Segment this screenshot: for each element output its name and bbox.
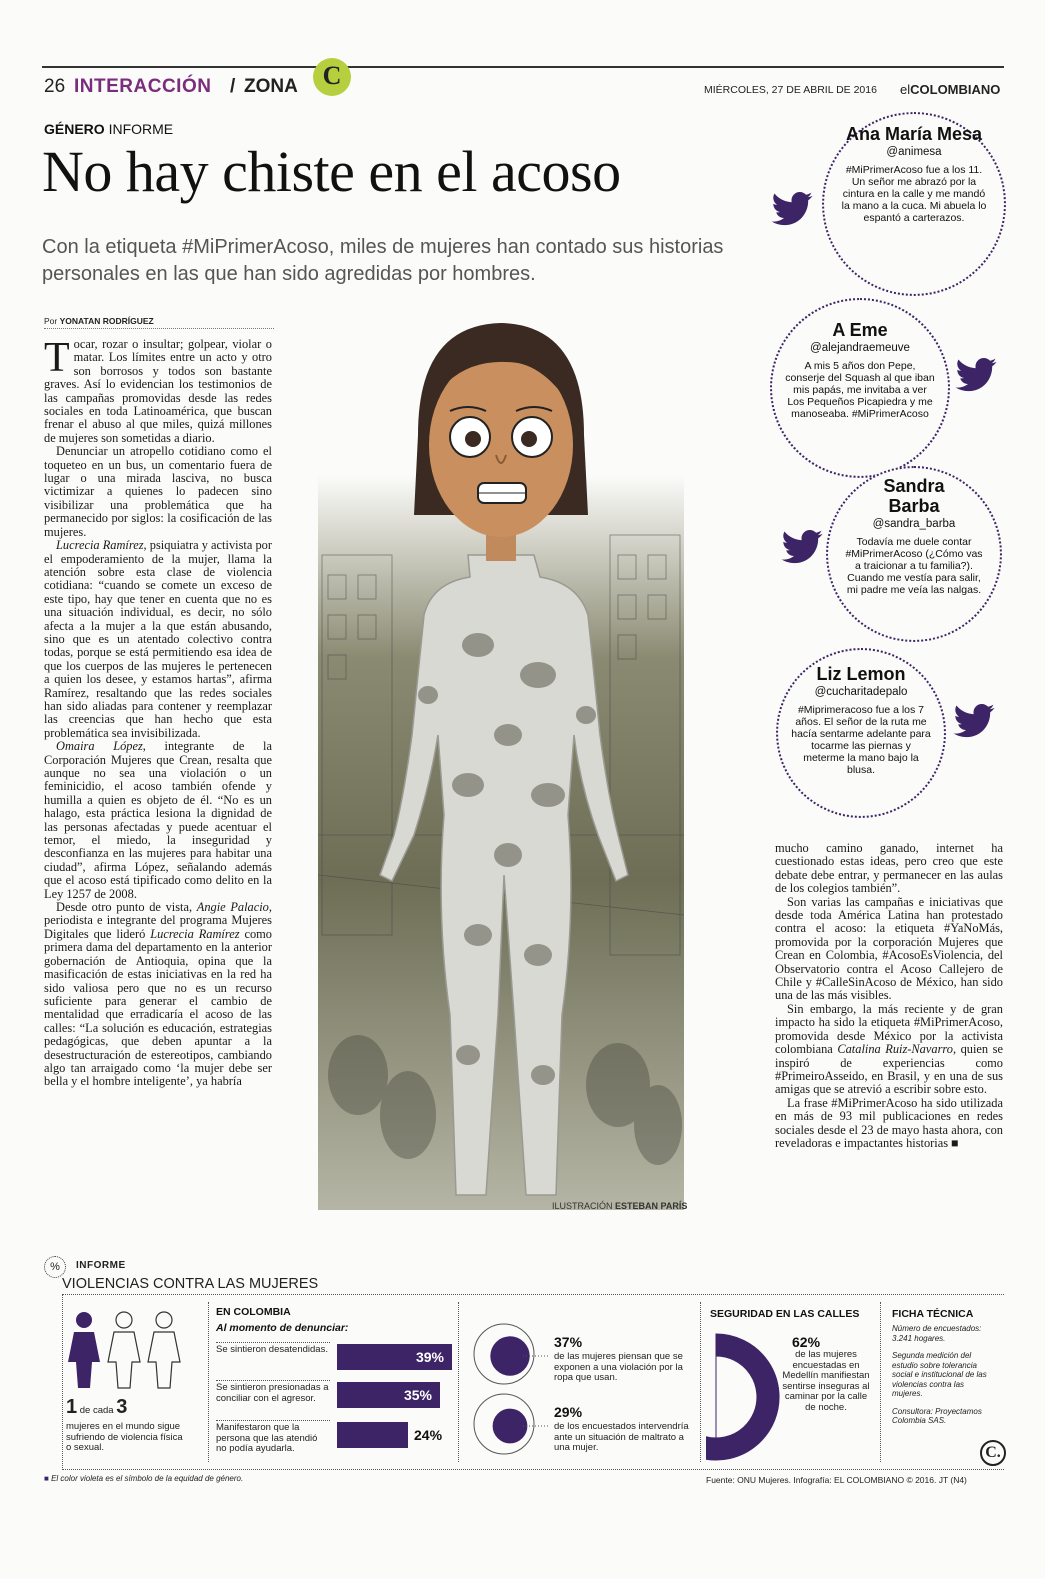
zone-name: ZONA — [244, 76, 298, 97]
circle-value: 29% — [554, 1404, 583, 1420]
brand-logo: elCOLOMBIANO — [900, 82, 1001, 97]
security-text: de las mujeres encuestadas en Medellín manifiestan sentirse inseguras al caminar por la calle de noche. — [782, 1349, 870, 1413]
zone-logo-icon: C — [313, 58, 351, 96]
women-figures-icon — [66, 1310, 186, 1390]
infographic-title: VIOLENCIAS CONTRA LAS MUJERES — [62, 1276, 319, 1292]
tweet-bubble — [770, 298, 950, 478]
byline: Por YONATAN RODRÍGUEZ — [44, 316, 154, 326]
page-number: 26 — [44, 76, 66, 97]
security-value: 62% — [792, 1334, 821, 1350]
illustration-woman — [318, 315, 684, 1210]
bar-label: Se sintieron presionadas a conciliar con el agresor. — [216, 1382, 329, 1404]
one-in-three: 1 de cada 3 — [66, 1396, 128, 1418]
paragraph: mucho camino ganado, internet ha cuestionado estas ideas, pero creo que este debate debe entrar, y permanecer en las aulas de los colegios también”. — [775, 842, 1003, 896]
circle-fill — [493, 1409, 528, 1444]
date: MIÉRCOLES, 27 DE ABRIL DE 2016 — [704, 84, 877, 96]
percent-circle — [468, 1392, 548, 1456]
bar-label: Manifestaron que la persona que las atendió no podía ayudarla. — [216, 1420, 330, 1455]
paragraph: Denunciar un atropello cotidiano como el toqueteo en un bus, un comentario fuera de lugar o una mirada lasciva, no busca victimizar a quienes lo padecen sino visibilizar una problemática que ha permanecido por siglos: la cosificación de las mujeres. — [44, 444, 272, 539]
byline-rule — [44, 328, 274, 329]
colombia-heading: EN COLOMBIA — [216, 1306, 291, 1318]
header-rule — [42, 66, 1004, 68]
divider — [700, 1302, 701, 1462]
divider — [458, 1302, 459, 1462]
bar-label: Se sintieron desatendidas. — [216, 1342, 330, 1356]
tweet-author: Sandra Barba — [883, 476, 945, 516]
paragraph: Son varias las campañas e iniciativas que desde toda América Latina han protestado contra el acoso: la etiqueta #YaNoMás, promovida por la corporación Mujeres que Crean en Colombia, #AcosoEsViolencia, del Observatorio contra el Acoso Callejero de Chile y #CalleSinAcoso de México, han sido una de las más visibles. — [775, 894, 1003, 1003]
bar-value: 24% — [414, 1427, 443, 1443]
paragraph: Desde otro punto de vista, Angie Palacio, periodista e integrante del programa Mujeres Digitales que lideró Lucrecia Ramírez como primera dama del departamento en la anterior gobernación de Antioquia, opina que la masificación de estas iniciativas en la red ha sido valiosa pero que no es un recurso suficiente para generar el cambio de mentalidad que erradicaría el acoso de las calles: “La solución es educación, estrategias pedagógicas, que deben apuntar a la desestructuración de estereotipos, cambiando algo tan arraigado como ‘la mujer debe ser bella y el hombre inteligente’, ya habría — [44, 900, 272, 1089]
section-name: INTERACCIÓN — [74, 76, 212, 97]
tweet-bubble — [776, 648, 946, 818]
circle-text: de las mujeres piensan que se exponen a una violación por la ropa que usan. — [554, 1351, 683, 1383]
tweet-handle: @animesa — [886, 146, 942, 158]
tweet-text: A mis 5 años don Pepe, conserje del Squash al que iban mis papás, me invitaba a ver Los Pequeños Picapiedra y me manoseaba. #MiPrimerAcoso — [785, 360, 935, 420]
footnote: ■ El color violeta es el símbolo de la equidad de género. — [44, 1474, 244, 1483]
article-column-2 — [775, 842, 1003, 1222]
ficha-heading: FICHA TÉCNICA — [892, 1308, 974, 1320]
drop-cap: T — [44, 338, 70, 381]
one-in-three-text: mujeres en el mundo sigue sufriendo de violencia física o sexual. — [66, 1421, 183, 1453]
twitter-bird-icon — [770, 192, 814, 226]
percent-icon: % — [44, 1256, 66, 1278]
bar — [337, 1422, 443, 1448]
security-heading: SEGURIDAD EN LAS CALLES — [710, 1308, 860, 1320]
twitter-bird-icon — [954, 358, 998, 392]
tweet-author: Liz Lemon — [816, 664, 906, 684]
tweet-text: Todavía me duele contar #MiPrimerAcoso (¿Cómo vas a traicionar a tu familia?). Cuando me vestía para salir, mi padre me veía las nalgas. — [845, 536, 983, 596]
paragraph: Omaira López, integrante de la Corporación Mujeres que Crean, resalta que aunque no sea una violación o un feminicidio, el acoso también ofende y humilla a quien es objeto de él. “No es un halago, esta práctica lesiona la dignidad de las personas afectadas y puede acentuar el temor, el miedo, la inseguridad y desconfianza en las mujeres para habitar una ciudad”, afirma López, señalando además que el acoso está tipificado como delito en la Ley 1257 de 2008. — [44, 739, 272, 901]
headline: No hay chiste en el acoso — [42, 139, 621, 204]
tweet-bubble — [822, 112, 1006, 296]
tweet-handle: @cucharitadepalo — [814, 686, 908, 698]
source-line: Fuente: ONU Mujeres. Infografía: EL COLOMBIANO © 2016. JT (N4) — [706, 1475, 967, 1485]
tweet-author: A Eme — [832, 320, 888, 340]
tweet-author: Ana María Mesa — [845, 124, 983, 144]
circle-value: 37% — [554, 1334, 583, 1350]
tweet-text: #Miprimeracoso fue a los 7 años. El señor de la ruta me hacía sentarme adelante para tocarme las piernas y meterme la mano bajo la blusa. — [791, 704, 931, 776]
twitter-bird-icon — [952, 704, 996, 738]
article-column-1: Tocar, rozar o insultar; golpear, violar o matar. Los límites entre un acto y otro son borrosos y todos son bastante graves. Así lo evidencian los testimonios de las campañas promovidas desde las redes sociales en toda Latinoamérica, que buscan frenar el abuso al que miles, quizá millones de mujeres son sometidas a diario. Denunciar un atropello cotidiano como el toqueteo en un bus, un comentario fuera de lugar o una mirada lasciva, no busca victimizar a quienes lo padecen sino visibilizar una problemática que ha permanecido por siglos: la cosificación de las mujeres. Lucrecia Ramírez, psiquiatra y activista por el empoderamiento de la mujer, llama la atención sobre esta clase de violencia cotidiana: “cuando se comete un exceso de este tipo, hay que tener en cuenta que no es una situación individual, es decir, no sólo afecta a la mujer a la que están abusando, sino que es un atentado colectivo contra todas, porque se está permitiendo esa idea de que los cuerpos de las mujeres le pertenecen a quien los desee, y estamos hartas”, afirma Ramírez, resaltando que las redes sociales han sido aliadas para contener y reemplazar las creencias que han hecho que esta problemática sea invisibilizada. Omaira López, integrante de la Corporación Mujeres que Crean, resalta que aunque no sea una violación o un feminicidio, el acoso también ofende y humilla a quien es objeto de él. “No es un halago, esta práctica lesiona la dignidad de las personas afectadas y puede acentuar el temor, el miedo, la inseguridad y desconfianza en las mujeres para habitar una ciudad”, afirma López, señalando además que el acoso está tipificado como delito en la Ley 1257 de 2008. Desde otro punto de vista, Angie Palacio, periodista e integrante del programa Mujeres Digitales que lideró Lucrecia Ramírez como primera dama del departamento en la anterior gobernación de Antioquia, opina que la masificación de estas iniciativas en la red ha sido valiosa pero que no es un recurso suficiente para generar el cambio de mentalidad que erradicaría el acoso de las calles: “La solución es educación, estrategias pedagógicas, que deben apuntar a la desestructuración de estereotipos, cambiando algo tan arraigado como ‘la mujer debe ser bella y el hombre inteligente’, ya habría — [44, 338, 272, 1089]
paragraph: Lucrecia Ramírez, psiquiatra y activista por el empoderamiento de la mujer, llama la atención sobre esta clase de violencia cotidiana: “cuando se comete un exceso de este tipo, hay que tener en cuenta que no es una situación individual, es decir, no sólo afecta a la mujer a la que están abusando, sino que es un atentado colectivo contra todas, porque se está permitiendo esa idea de que los cuerpos de las mujeres le pertenecen a quien los desee, y estamos hartas”, afirma Ramírez, resaltando que las redes sociales han sido aliadas para contener y reemplazar las creencias que han hecho que esta problemática sea invisibilizada. — [44, 538, 272, 740]
ficha-text: Número de encuestados: 3.241 hogares. Segunda medición del estudio sobre tolerancia social e institucional de las violencias contra las mujeres. Consultora: Proyectamos Colombia SAS. — [892, 1324, 987, 1425]
paragraph: Sin embargo, la más reciente y de gran impacto ha sido la etiqueta #MiPrimerAcoso, promovida desde México por la activista colombiana Catalina Ruiz-Navarro, quien se inspiró de experiencias como #PrimeiroAsseido, en Brasil, y en una de sus amigas que se atrevió a escribir sobre esto. — [775, 1001, 1003, 1097]
divider — [880, 1302, 881, 1462]
tweet-text: #MiPrimerAcoso fue a los 11. Un señor me abrazó por la cintura en la calle y me mandó la mano a la cuca. Mi abuela lo espantó a carterazos. — [841, 164, 987, 224]
percent-circle — [468, 1322, 548, 1386]
bar-value: 35% — [403, 1387, 432, 1403]
bar — [337, 1382, 440, 1408]
figure-head — [414, 323, 588, 537]
tweet-handle: @alejandraemeuve — [810, 342, 910, 354]
tweet-bubble — [826, 466, 1002, 642]
end-mark: ■ — [951, 1135, 959, 1150]
circle-text: de los encuestados intervendría ante un situación de maltrato a una mujer. — [554, 1421, 689, 1453]
divider — [208, 1302, 209, 1462]
paragraph: La frase #MiPrimerAcoso ha sido utilizada en más de 93 mil publicaciones en redes sociales desde el 23 de mayo hasta ahora, con reveladoras e impactantes historias ■ — [775, 1095, 1003, 1150]
colombia-subheading: Al momento de denunciar: — [216, 1322, 349, 1334]
section-separator: / — [230, 76, 236, 97]
bar-value: 39% — [415, 1349, 444, 1365]
colombiano-logo-icon: C. — [980, 1440, 1006, 1466]
infographic-label: INFORME — [76, 1260, 126, 1271]
illustration-credit: ILUSTRACIÓN ESTEBAN PARÍS — [552, 1201, 688, 1211]
subtitle: Con la etiqueta #MiPrimerAcoso, miles de mujeres han contado sus historias personales en las que han sido agredidas por hombres. — [42, 236, 724, 285]
kicker: GÉNERO INFORME — [44, 121, 174, 137]
security-arc — [706, 1334, 779, 1460]
tweet-handle: @sandra_barba — [872, 518, 956, 530]
bar — [337, 1344, 452, 1370]
twitter-bird-icon — [780, 530, 824, 564]
